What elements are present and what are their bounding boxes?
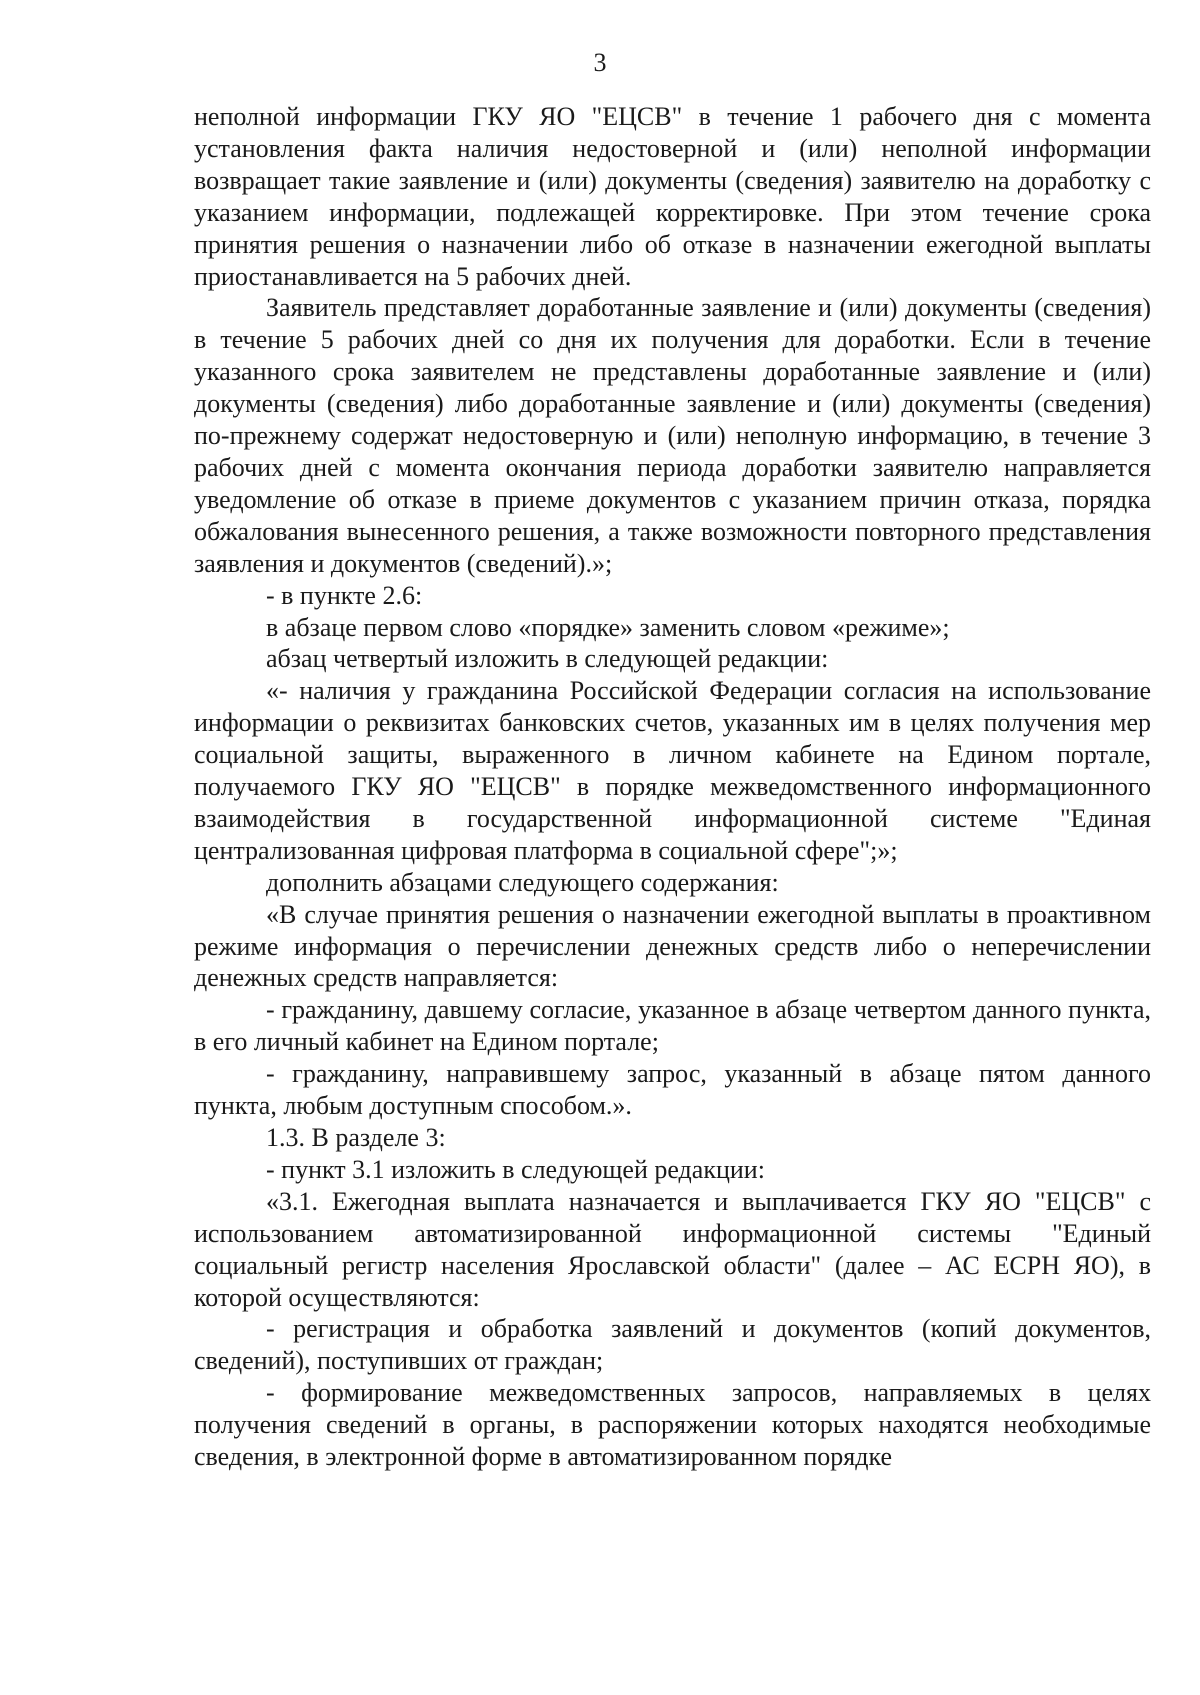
page-number: 3	[593, 48, 607, 77]
paragraph: - гражданину, давшему согласие, указанное в абзаце четвертом данного пункта, в его личный кабинет на Едином портале;	[194, 995, 1151, 1057]
paragraph: «3.1. Ежегодная выплата назначается и выплачивается ГКУ ЯО "ЕЦСВ" с использованием автоматизированной информационной системы "Единый социальный регистр населения Ярославской области" (далее – АС ЕСРН ЯО), в которой осуществляются:	[194, 1186, 1151, 1312]
paragraph: - гражданину, направившему запрос, указанный в абзаце пятом данного пункта, любым доступным способом.».	[194, 1059, 1151, 1121]
paragraph: - в пункте 2.6:	[266, 580, 423, 610]
paragraph: - формирование межведомственных запросов, направляемых в целях получения сведений в органы, в распоряжении которых находятся необходимые сведения, в электронной форме в автоматизированном порядке	[194, 1378, 1151, 1472]
paragraph: абзац четвертый изложить в следующей редакции:	[266, 644, 829, 674]
document-body	[194, 101, 1151, 1473]
paragraph: дополнить абзацами следующего содержания:	[266, 867, 779, 897]
paragraph: Заявитель представляет доработанные заявление и (или) документы (сведения) в течение 5 рабочих дней со дня их получения для доработки. Если в течение указанного срока заявителем не представлены доработанные заявление и (или) документы (сведения) либо доработанные заявление и (или) документы (сведения) по-прежнему содержат недостоверную и (или) неполную информацию, в течение 3 рабочих дней с момента окончания периода доработки заявителю направляется уведомление об отказе в приеме документов с указанием причин отказа, порядка обжалования вынесенного решения, а также возможности повторного представления заявления и документов (сведений).»;	[194, 293, 1151, 578]
paragraph: в абзаце первом слово «порядке» заменить словом «режиме»;	[266, 612, 950, 642]
paragraph: 1.3. В разделе 3:	[266, 1123, 446, 1152]
paragraph: «В случае принятия решения о назначении ежегодной выплаты в проактивном режиме информация о перечислении денежных средств либо о неперечислении денежных средств направляется:	[194, 899, 1151, 993]
paragraph: - пункт 3.1 изложить в следующей редакции:	[266, 1154, 765, 1184]
paragraph: «- наличия у гражданина Российской Федерации согласия на использование информации о реквизитах банковских счетов, указанных им в целях получения мер социальной защиты, выраженного в личном кабинете на Едином портале, получаемого ГКУ ЯО "ЕЦСВ" в порядке межведомственного информационного взаимодействия в государственной информационной системе "Единая централизованная цифровая платформа в социальной сфере";»;	[194, 676, 1151, 865]
paragraph: неполной информации ГКУ ЯО "ЕЦСВ" в течение 1 рабочего дня с момента установления факта наличия недостоверной и (или) неполной информации возвращает такие заявление и (или) документы (сведения) заявителю на доработку с указанием информации, подлежащей корректировке. При этом течение срока принятия решения о назначении либо об отказе в назначении ежегодной выплаты приостанавливается на 5 рабочих дней.	[194, 102, 1151, 291]
paragraph: - регистрация и обработка заявлений и документов (копий документов, сведений), поступивших от граждан;	[194, 1314, 1151, 1376]
